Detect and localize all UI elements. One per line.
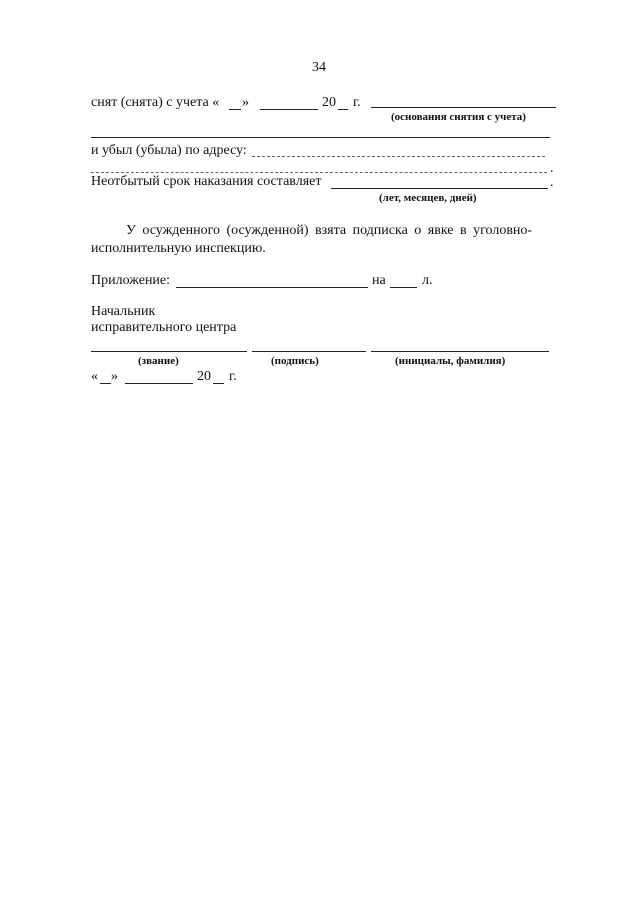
address-blank[interactable]	[252, 156, 545, 157]
row1-reason-caption: (основания снятия с учета)	[391, 111, 526, 123]
removed-from-register-label: снят (снята) с учета «	[91, 95, 220, 110]
address-continuation-blank[interactable]	[91, 172, 547, 173]
date-day-blank[interactable]	[100, 383, 111, 384]
remaining-term-end-dot: .	[550, 175, 554, 190]
address-end-dot: .	[550, 161, 554, 176]
page-number: 34	[312, 60, 326, 75]
departed-address-label: и убыл (убыла) по адресу:	[91, 143, 247, 158]
date-quote-open: «	[91, 369, 98, 384]
appendix-pages-blank[interactable]	[390, 287, 417, 288]
remaining-term-caption: (лет, месяцев, дней)	[379, 192, 477, 204]
undertaking-paragraph-line2: исполнительную инспекцию.	[91, 241, 266, 256]
name-blank[interactable]	[371, 351, 549, 352]
date-month-blank[interactable]	[125, 383, 193, 384]
row1-reason-blank[interactable]	[371, 107, 556, 108]
reason-continuation-blank[interactable]	[91, 137, 550, 138]
appendix-pages-suffix: л.	[422, 273, 433, 288]
date-quote-close: »	[111, 369, 118, 384]
row1-quote-close: »	[242, 95, 249, 110]
official-title-line2: исправительного центра	[91, 320, 237, 335]
signature-caption: (подпись)	[271, 355, 319, 367]
appendix-na: на	[372, 273, 386, 288]
row1-year-prefix: 20	[322, 95, 336, 110]
signature-blank[interactable]	[252, 351, 366, 352]
row1-day-blank[interactable]	[229, 109, 241, 110]
row1-year-blank[interactable]	[338, 109, 348, 110]
name-caption: (инициалы, фамилия)	[395, 355, 506, 367]
official-title-line1: Начальник	[91, 304, 156, 319]
row1-year-suffix: г.	[353, 95, 361, 110]
appendix-blank[interactable]	[176, 287, 368, 288]
remaining-term-blank[interactable]	[331, 188, 548, 189]
undertaking-paragraph-line1: У осужденного (осужденной) взята подписка о явке в уголовно-	[126, 223, 533, 238]
rank-blank[interactable]	[91, 351, 247, 352]
rank-caption: (звание)	[138, 355, 179, 367]
date-year-blank[interactable]	[213, 383, 224, 384]
date-year-suffix: г.	[229, 369, 237, 384]
appendix-label: Приложение:	[91, 273, 171, 288]
row1-month-blank[interactable]	[260, 109, 318, 110]
remaining-term-label: Неотбытый срок наказания составляет	[91, 174, 322, 189]
date-year-prefix: 20	[197, 369, 211, 384]
